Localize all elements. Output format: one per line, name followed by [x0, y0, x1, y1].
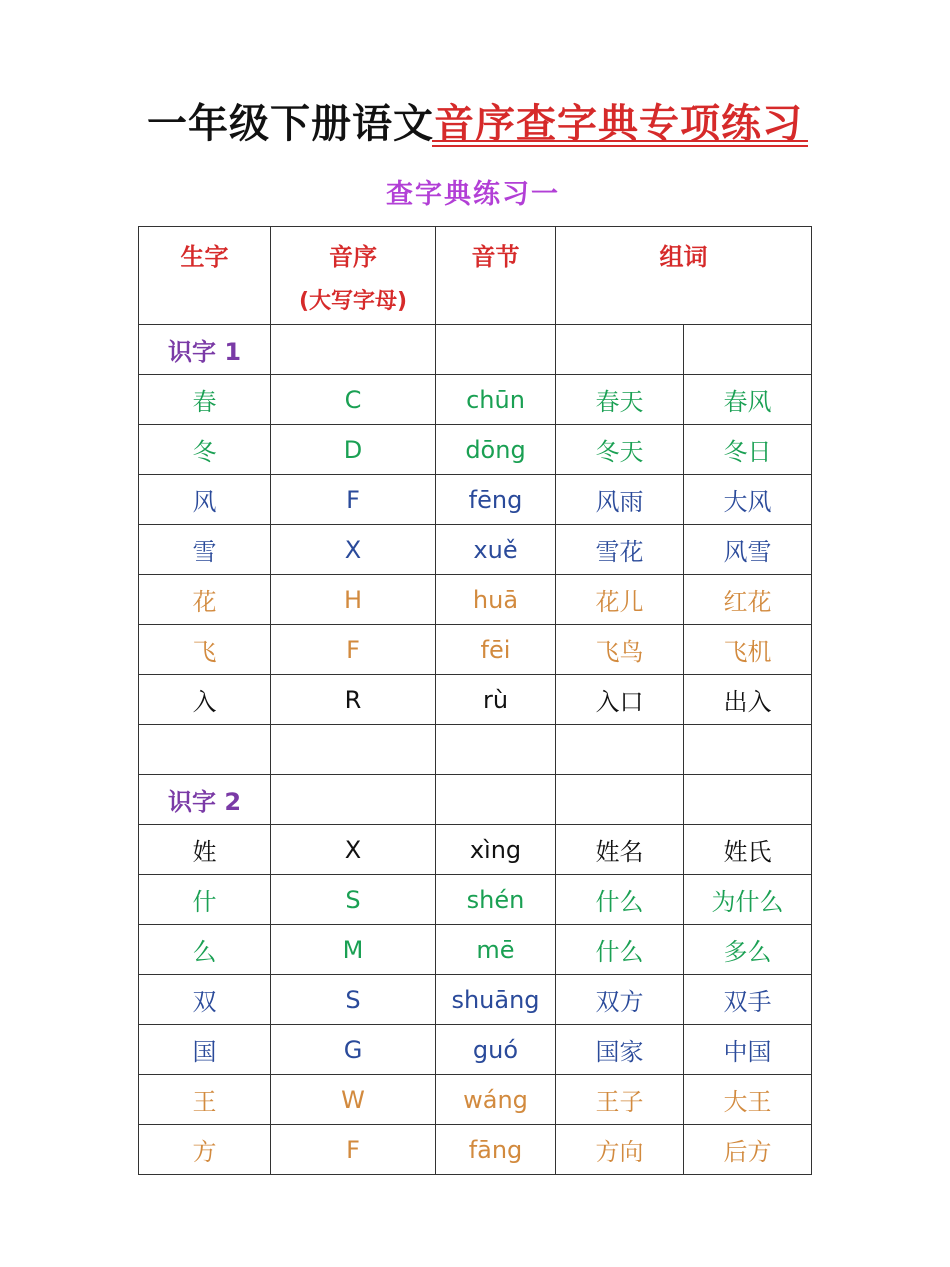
word1-cell: 风雨: [556, 475, 684, 525]
word1-cell: 花儿: [556, 575, 684, 625]
word1-cell: 入口: [556, 675, 684, 725]
pinyin-cell: fāng: [436, 1125, 556, 1175]
word2-cell: 为什么: [684, 875, 812, 925]
char-cell: 王: [139, 1075, 271, 1125]
word1-cell: 姓名: [556, 825, 684, 875]
section-empty-cell: [684, 325, 812, 375]
letter-cell: F: [271, 625, 436, 675]
header-order-sub: (大写字母): [298, 289, 408, 314]
table-row: [139, 1025, 812, 1075]
letter-cell: H: [271, 575, 436, 625]
word2-cell: 中国: [684, 1025, 812, 1075]
table-row: [139, 875, 812, 925]
letter-cell: F: [271, 1125, 436, 1175]
page-title-part1: 一年级下册语文: [147, 101, 434, 147]
letter-cell: F: [271, 475, 436, 525]
table-row: [139, 425, 812, 475]
pinyin-cell: chūn: [436, 375, 556, 425]
section-empty-cell: [436, 775, 556, 825]
table-row: [139, 675, 812, 725]
letter-cell: D: [271, 425, 436, 475]
char-cell: 入: [139, 675, 271, 725]
word1-cell: 雪花: [556, 525, 684, 575]
pinyin-cell: dōng: [436, 425, 556, 475]
section-row: [139, 325, 812, 375]
dictionary-table: [138, 226, 812, 1175]
header-order: [271, 227, 436, 325]
word1-cell: 方向: [556, 1125, 684, 1175]
table-row: [139, 825, 812, 875]
pinyin-cell: huā: [436, 575, 556, 625]
blank-cell: [271, 725, 436, 775]
letter-cell: C: [271, 375, 436, 425]
word1-cell: 什么: [556, 925, 684, 975]
char-cell: 么: [139, 925, 271, 975]
word2-cell: 冬日: [684, 425, 812, 475]
table-row: [139, 375, 812, 425]
table-row: [139, 975, 812, 1025]
header-order-label: 音序: [329, 243, 377, 271]
header-char-label: 生字: [180, 243, 229, 271]
section-label: 识字 1: [139, 325, 271, 375]
blank-cell: [556, 725, 684, 775]
pinyin-cell: wáng: [436, 1075, 556, 1125]
table-row: [139, 1125, 812, 1175]
header-syllable: [436, 227, 556, 325]
char-cell: 什: [139, 875, 271, 925]
pinyin-cell: xìng: [436, 825, 556, 875]
word1-cell: 国家: [556, 1025, 684, 1075]
header-syllable-label: 音节: [471, 243, 520, 271]
word1-cell: 春天: [556, 375, 684, 425]
pinyin-cell: mē: [436, 925, 556, 975]
char-cell: 雪: [139, 525, 271, 575]
word2-cell: 后方: [684, 1125, 812, 1175]
pinyin-cell: fēng: [436, 475, 556, 525]
blank-cell: [436, 725, 556, 775]
table-row: [139, 925, 812, 975]
subtitle: 查字典练习一: [386, 179, 560, 210]
table-row: [139, 575, 812, 625]
section-empty-cell: [271, 325, 436, 375]
char-cell: 姓: [139, 825, 271, 875]
blank-cell: [139, 725, 271, 775]
char-cell: 双: [139, 975, 271, 1025]
char-cell: 风: [139, 475, 271, 525]
word2-cell: 飞机: [684, 625, 812, 675]
pinyin-cell: guó: [436, 1025, 556, 1075]
char-cell: 春: [139, 375, 271, 425]
section-empty-cell: [436, 325, 556, 375]
section-empty-cell: [556, 325, 684, 375]
word2-cell: 大风: [684, 475, 812, 525]
table-row: [139, 475, 812, 525]
word2-cell: 红花: [684, 575, 812, 625]
char-cell: 花: [139, 575, 271, 625]
word1-cell: 飞鸟: [556, 625, 684, 675]
word2-cell: 风雪: [684, 525, 812, 575]
char-cell: 冬: [139, 425, 271, 475]
pinyin-cell: fēi: [436, 625, 556, 675]
table-row: [139, 625, 812, 675]
section-empty-cell: [271, 775, 436, 825]
word2-cell: 大王: [684, 1075, 812, 1125]
pinyin-cell: shuāng: [436, 975, 556, 1025]
word2-cell: 多么: [684, 925, 812, 975]
section-empty-cell: [556, 775, 684, 825]
word2-cell: 春风: [684, 375, 812, 425]
letter-cell: S: [271, 875, 436, 925]
word1-cell: 双方: [556, 975, 684, 1025]
pinyin-cell: shén: [436, 875, 556, 925]
word2-cell: 出入: [684, 675, 812, 725]
blank-row: [139, 725, 812, 775]
title-underline: [432, 140, 808, 147]
letter-cell: X: [271, 825, 436, 875]
word1-cell: 冬天: [556, 425, 684, 475]
letter-cell: R: [271, 675, 436, 725]
char-cell: 飞: [139, 625, 271, 675]
letter-cell: G: [271, 1025, 436, 1075]
pinyin-cell: rù: [436, 675, 556, 725]
blank-cell: [684, 725, 812, 775]
section-empty-cell: [684, 775, 812, 825]
letter-cell: M: [271, 925, 436, 975]
letter-cell: W: [271, 1075, 436, 1125]
word2-cell: 姓氏: [684, 825, 812, 875]
char-cell: 方: [139, 1125, 271, 1175]
letter-cell: S: [271, 975, 436, 1025]
table-row: [139, 525, 812, 575]
word1-cell: 什么: [556, 875, 684, 925]
page-title-part2: 音序查字典专项练习: [434, 101, 803, 147]
header-char: [139, 227, 271, 325]
char-cell: 国: [139, 1025, 271, 1075]
word1-cell: 王子: [556, 1075, 684, 1125]
header-words: [556, 227, 812, 325]
header-words-label: 组词: [659, 243, 708, 271]
section-label: 识字 2: [139, 775, 271, 825]
table-header-row: [139, 227, 812, 325]
letter-cell: X: [271, 525, 436, 575]
word2-cell: 双手: [684, 975, 812, 1025]
pinyin-cell: xuě: [436, 525, 556, 575]
table-row: [139, 1075, 812, 1125]
section-row: [139, 775, 812, 825]
